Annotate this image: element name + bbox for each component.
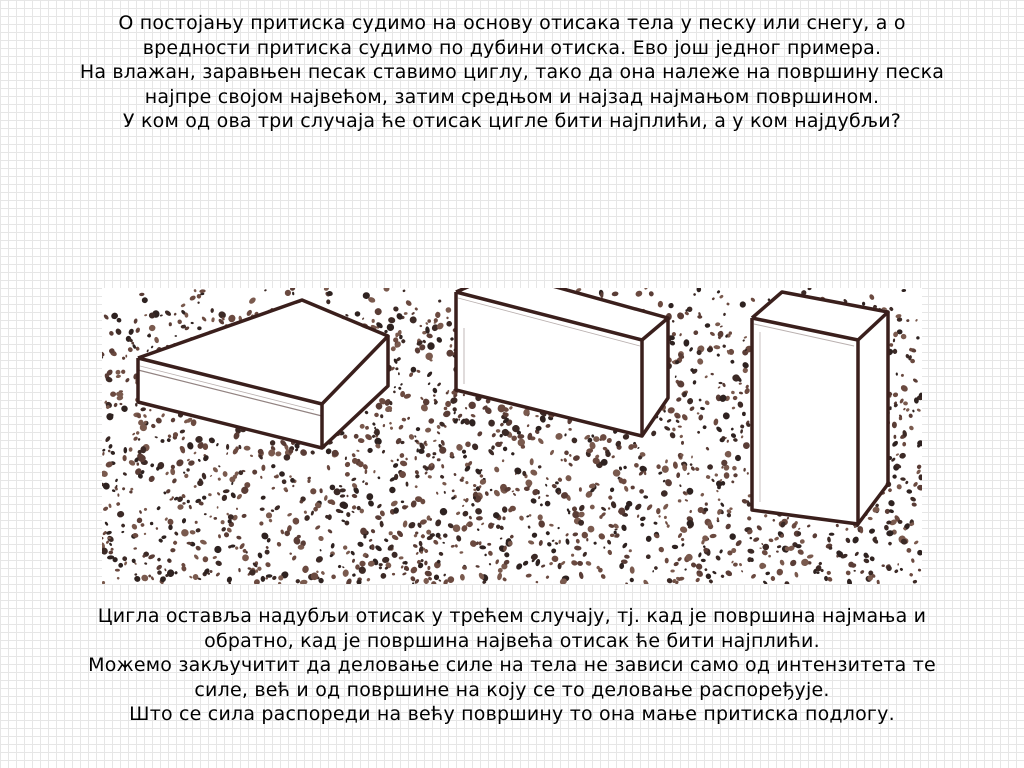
bricks-on-sand-illustration: [102, 288, 922, 584]
conclusion-text: [8, 604, 1016, 727]
sand-grain: [578, 512, 584, 518]
sand-grain: [355, 311, 361, 316]
conclusion-line: Можемо закључитит да деловање силе на тела не зависи само од интензитета те: [88, 654, 936, 676]
sand-grain: [197, 326, 201, 330]
sand-grain: [579, 487, 582, 492]
sand-grain: [586, 538, 588, 541]
sand-grain: [124, 447, 128, 453]
sand-grain: [168, 525, 172, 531]
intro-line: вредности притиска судимо по дубини отиска. Ево још једног примера.: [142, 36, 882, 59]
sand-grain: [433, 452, 437, 455]
intro-line: На влажан, заравњен песак ставимо циглу, тако да она належе на површину песка: [79, 61, 945, 83]
sand-grain: [829, 533, 835, 536]
intro-line: О постојању притиска судимо на основу отисака тела у песку или снегу, а о: [118, 12, 906, 34]
sand-grain: [615, 529, 618, 531]
conclusion-line: обратно, кад је површина највећа отисак ће бити најплићи.: [204, 629, 820, 652]
conclusion-line: Цигла оставља надубљи отисак у трећем случају, тј. кад је површина најмања и: [97, 605, 927, 627]
brick-smallest-face: [752, 292, 888, 524]
conclusion-line: Што се сила распореди на већу површину то она мање притиска подлогу.: [129, 703, 895, 725]
intro-line: најпре својом највећом, затим средњом и најзад најмањом површином.: [144, 85, 880, 108]
conclusion-line: силе, већ и од површине на коју се то деловање распоређује.: [194, 678, 830, 701]
intro-text: [8, 11, 1016, 134]
sand-grain: [665, 558, 669, 564]
sand-grain: [898, 520, 903, 524]
intro-line: У ком од ова три случаја ће отисак цигле бити најплићи, а у ком најдубљи?: [122, 110, 902, 132]
sand-grain: [538, 514, 543, 520]
